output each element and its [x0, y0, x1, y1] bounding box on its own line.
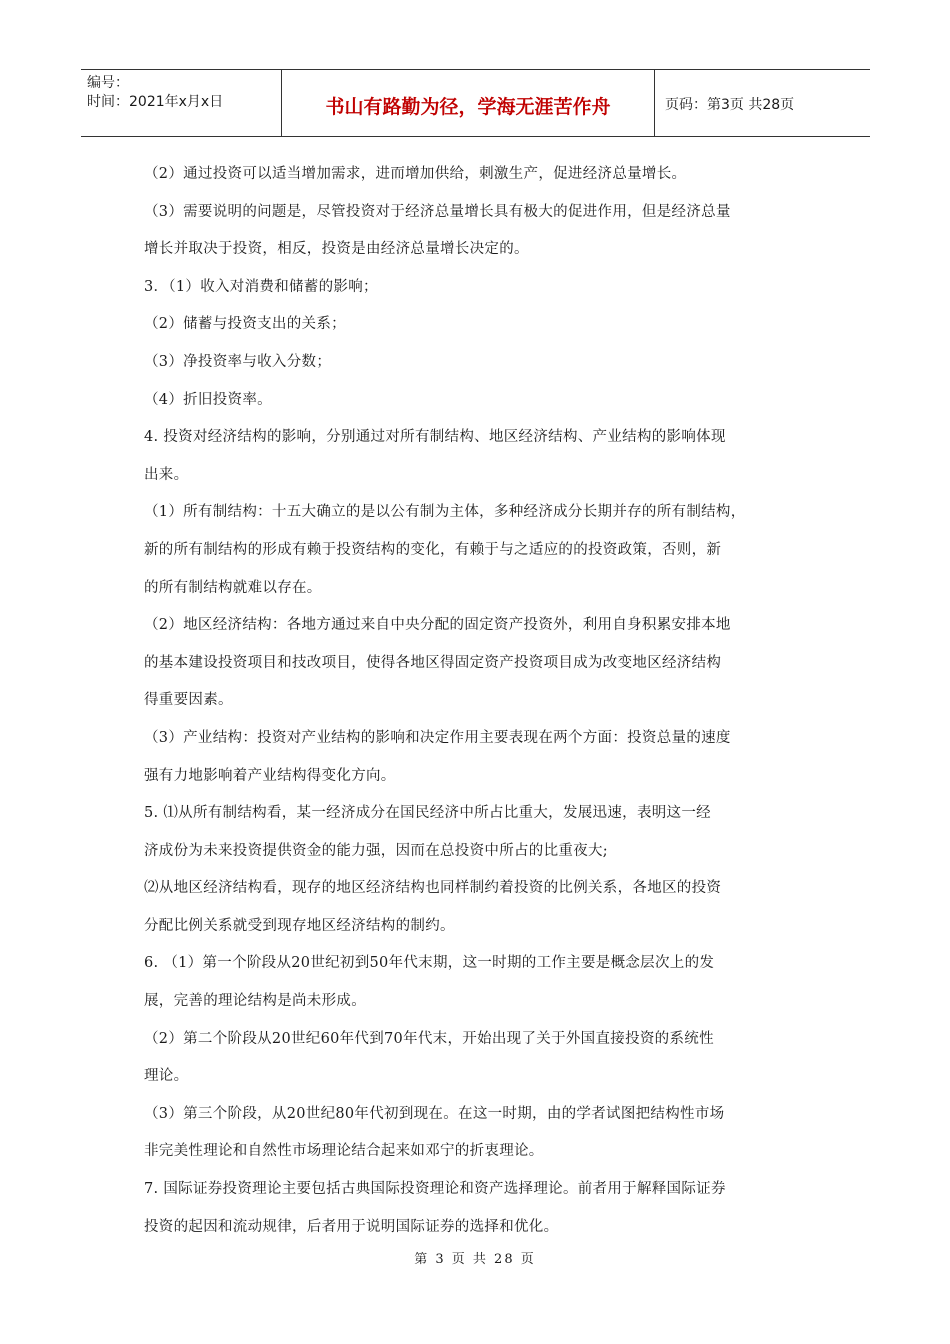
body-line: （2）第二个阶段从20世纪60年代到70年代末，开始出现了关于外国直接投资的系统性 — [144, 1030, 714, 1047]
document-body — [144, 156, 812, 1246]
body-line: （3）产业结构：投资对产业结构的影响和决定作用主要表现在两个方面：投资总量的速度 — [144, 729, 731, 746]
body-line: 6. （1）第一个阶段从20世纪初到50年代末期，这一时期的工作主要是概念层次上的发 — [144, 955, 715, 972]
body-line: （2）地区经济结构：各地方通过来自中央分配的固定资产投资外，利用自身积累安排本地 — [144, 617, 731, 634]
body-line: 非完美性理论和自然性市场理论结合起来如邓宁的折衷理论。 — [144, 1143, 544, 1160]
document-time-label: 时间：2021年x月x日 — [87, 94, 224, 110]
body-line: （3）第三个阶段，从20世纪80年代初到现在。在这一时期，由的学者试图把结构性市场 — [144, 1105, 725, 1122]
page-footer: 第 3 页 共 28 页 — [414, 1252, 536, 1267]
body-line: 的所有制结构就难以存在。 — [144, 579, 322, 596]
body-line: 分配比例关系就受到现存地区经济结构的制约。 — [144, 917, 455, 934]
page-header — [81, 69, 870, 137]
body-line: （4）折旧投资率。 — [144, 391, 272, 408]
body-line: 得重要因素。 — [144, 692, 233, 709]
body-line: 3．（1）收入对消费和储蓄的影响； — [144, 278, 378, 295]
document-number-label: 编号： — [87, 75, 129, 91]
header-page-info: 页码：第3页 共28页 — [665, 97, 795, 113]
body-line: 济成份为未来投资提供资金的能力强，因而在总投资中所占的比重夜大; — [144, 842, 608, 859]
body-line: （3）净投资率与收入分数； — [144, 353, 332, 370]
body-line: （2）通过投资可以适当增加需求，进而增加供给，刺激生产，促进经济总量增长。 — [144, 166, 687, 182]
body-line: （3）需要说明的问题是，尽管投资对于经济总量增长具有极大的促进作用，但是经济总量 — [144, 203, 731, 220]
body-line: 5. ⑴从所有制结构看，某一经济成分在国民经济中所占比重大，发展迅速，表明这一经 — [144, 805, 711, 822]
body-line: 理论。 — [144, 1068, 189, 1085]
body-line: 出来。 — [144, 466, 189, 483]
header-meta — [81, 70, 282, 136]
body-line: 强有力地影响着产业结构得变化方向。 — [144, 767, 396, 784]
body-line: （1）所有制结构：十五大确立的是以公有制为主体，多种经济成分长期并存的所有制结构， — [144, 504, 746, 521]
body-line: 投资的起因和流动规律，后者用于说明国际证券的选择和优化。 — [144, 1218, 559, 1235]
body-line: 增长并取决于投资，相反，投资是由经济总量增长决定的。 — [144, 241, 529, 258]
body-line: （2）储蓄与投资支出的关系； — [144, 316, 346, 333]
body-line: 7. 国际证券投资理论主要包括古典国际投资理论和资产选择理论。前者用于解释国际证券 — [144, 1181, 726, 1198]
body-line: 4. 投资对经济结构的影响，分别通过对所有制结构、地区经济结构、产业结构的影响体现 — [144, 429, 726, 446]
body-line: ⑵从地区经济结构看，现存的地区经济结构也同样制约着投资的比例关系，各地区的投资 — [144, 880, 722, 897]
body-line: 的基本建设投资项目和技改项目，使得各地区得固定资产投资项目成为改变地区经济结构 — [144, 654, 722, 671]
body-line: 新的所有制结构的形成有赖于投资结构的变化，有赖于与之适应的的投资政策，否则，新 — [144, 541, 722, 558]
header-motto: 书山有路勤为径，学海无涯苦作舟 — [282, 70, 655, 136]
body-line: 展，完善的理论结构是尚未形成。 — [144, 993, 366, 1010]
